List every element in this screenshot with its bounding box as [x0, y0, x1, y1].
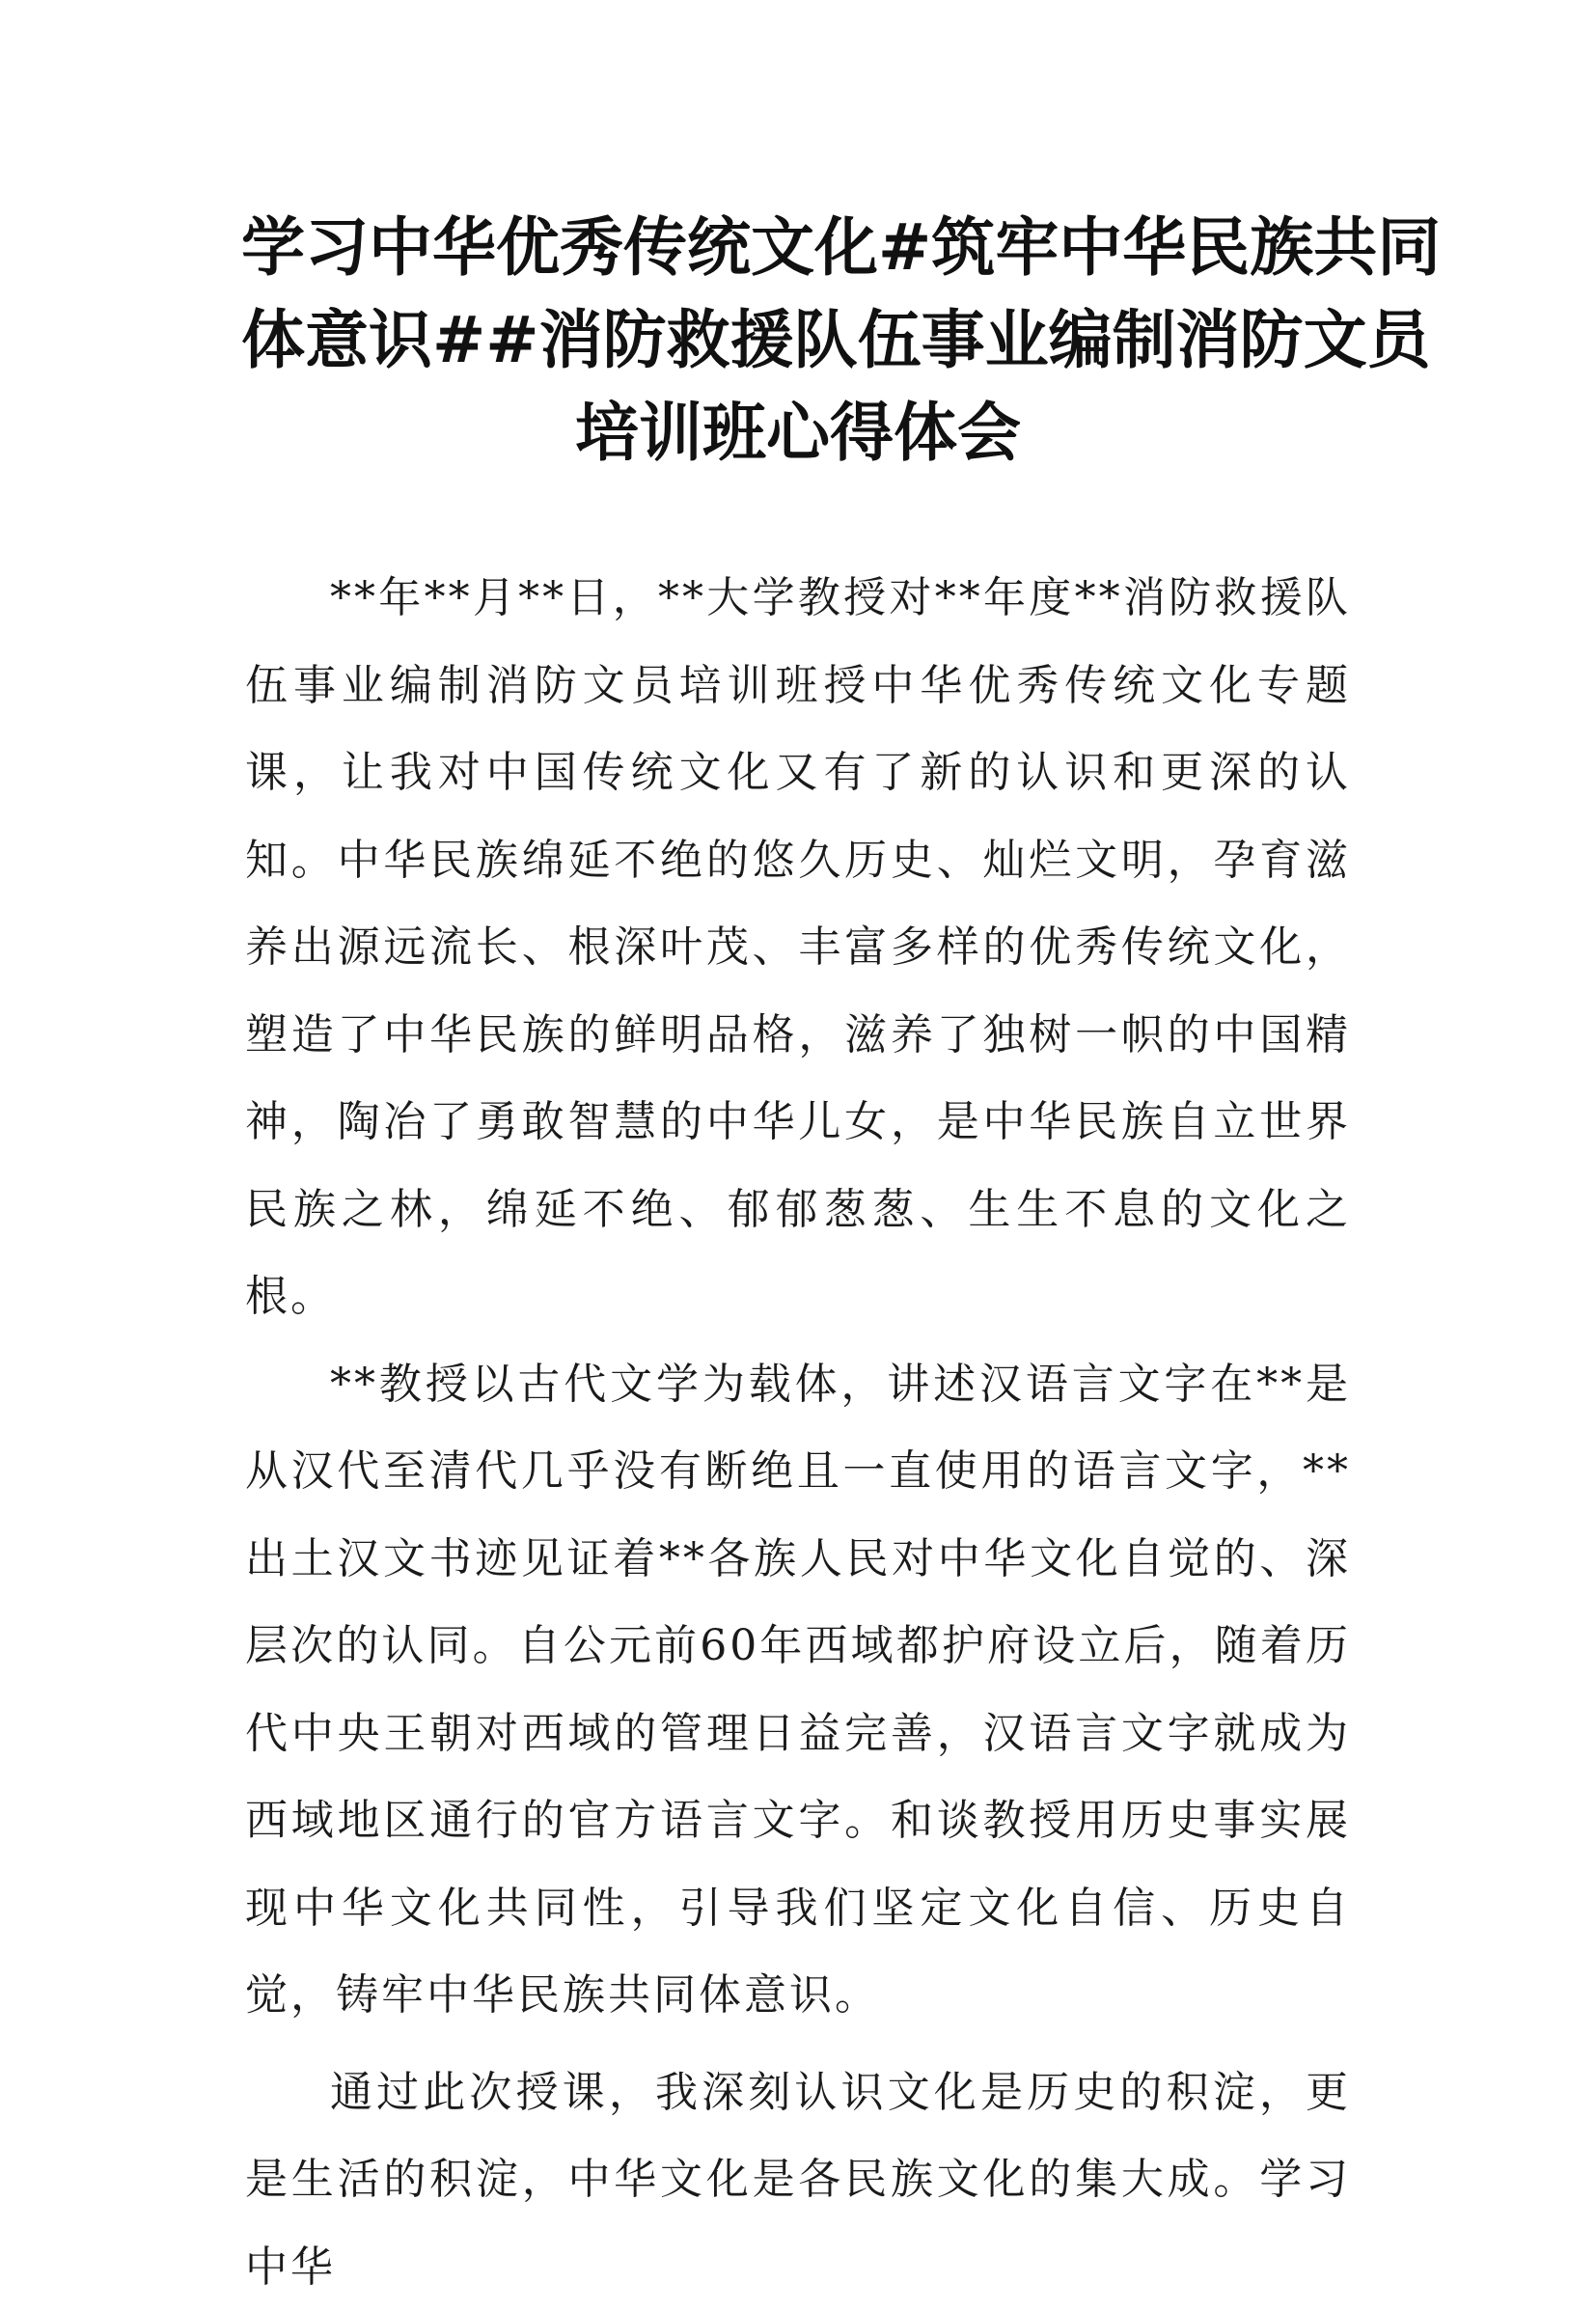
body-paragraph: **教授以古代文学为载体，讲述汉语言文字在**是从汉代至清代几乎没有断绝且一直使用的语言文字，**出土汉文书迹见证着**各族人民对中华文化自觉的、深层次的认同。自公元前60年西域都护府设立后，随着历代中央王朝对西域的管理日益完善，汉语言文字就成为西域地区通行的官方语言文字。和谈教授用历史事实展现中华文化共同性，引导我们坚定文化自信、历史自觉，铸牢中华民族共同体意识。	[245, 1341, 1351, 2040]
body-paragraph: 通过此次授课，我深刻认识文化是历史的积淀，更是生活的积淀，中华文化是各民族文化的集大成。学习中华	[245, 2050, 1351, 2311]
title-line: 培训班心得体会	[241, 386, 1355, 479]
body-paragraph: **年**月**日，**大学教授对**年度**消防救援队伍事业编制消防文员培训班授中华优秀传统文化专题课，让我对中国传统文化又有了新的认识和更深的认知。中华民族绵延不绝的悠久历史、灿烂文明，孕育滋养出源远流长、根深叶茂、丰富多样的优秀传统文化，塑造了中华民族的鲜明品格，滋养了独树一帜的中国精神，陶冶了勇敢智慧的中华儿女，是中华民族自立世界民族之林，绵延不绝、郁郁葱葱、生生不息的文化之根。	[245, 555, 1351, 1341]
document-body	[245, 555, 1351, 2311]
title-line: 体意识##消防救援队伍事业编制消防文员	[241, 293, 1355, 386]
title-line: 学习中华优秀传统文化#筑牢中华民族共同	[241, 201, 1355, 293]
document-title	[241, 201, 1355, 479]
